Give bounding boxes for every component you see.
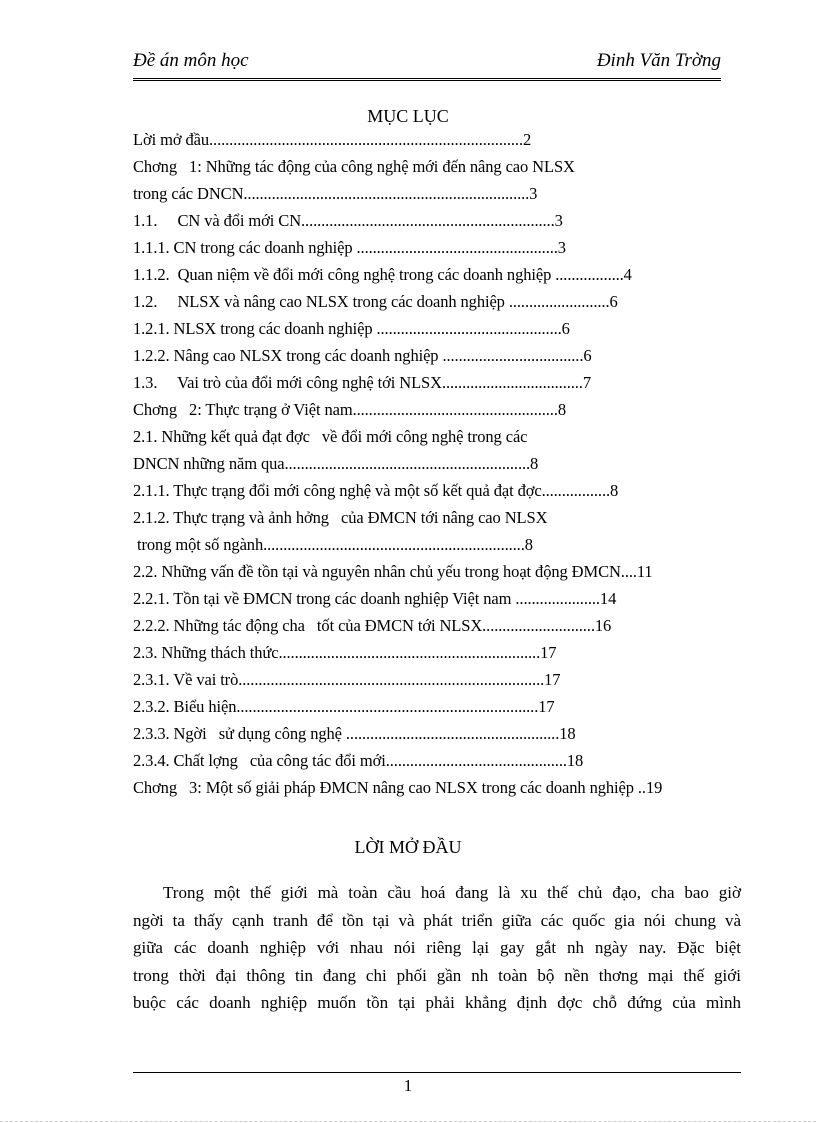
toc-line: 2.2. Những vấn đề tồn tại và nguyên nhân chủ yếu trong hoạt động ĐMCN....11 [133,562,653,581]
toc-line: Lời mở đầu..............................................................................2 [133,130,532,149]
toc-line: 1.3. Vai trò của đổi mới công nghệ tới NLSX...................................7 [133,373,591,392]
page-edge [0,1121,816,1122]
toc-line: 2.2.2. Những tác động cha tốt của ĐMCN tới NLSX............................16 [133,616,612,635]
header-divider [133,78,721,81]
toc-line: 2.2.1. Tồn tại về ĐMCN trong các doanh nghiệp Việt nam .....................14 [133,589,617,608]
toc-line: 1.1.1. CN trong các doanh nghiệp ..................................................3 [133,238,566,257]
toc-line: Chơng 3: Một số giải pháp ĐMCN nâng cao NLSX trong các doanh nghiệp ..19 [133,778,663,797]
toc-line: 1.2. NLSX và nâng cao NLSX trong các doanh nghiệp .........................6 [133,292,618,311]
toc-line: 2.1.1. Thực trạng đổi mới công nghệ và một số kết quả đạt đợc.................8 [133,481,619,500]
toc-line: 2.3. Những thách thức.................................................................17 [133,643,557,662]
footer-divider [133,1072,741,1073]
toc-line: 1.1.2. Quan niệm về đổi mới công nghệ trong các doanh nghiệp .................4 [133,265,632,284]
intro-paragraph [133,882,741,1020]
toc-title: MỤC LỤC [367,106,449,126]
intro-heading: LỜI MỞ ĐẦU [354,837,462,857]
paragraph-line: trong thời đại thông tin đang chi phối gần nh toàn bộ nền thơng mại thế giới [133,965,741,985]
toc-line: 2.3.2. Biểu hiện...........................................................................17 [133,697,555,716]
paragraph-line: buộc các doanh nghiệp muốn tồn tại phải khẳng định đợc chỗ đứng của mình [133,993,741,1012]
paragraph-line: giữa các doanh nghiệp với nhau nói riêng lại gay gắt nh ngày nay. Đặc biệt [133,938,741,957]
toc-line: 2.3.1. Về vai trò............................................................................17 [133,670,561,689]
author-name: Đinh Văn Trờng [596,50,721,71]
toc-line: 2.1. Những kết quả đạt đợc về đổi mới công nghệ trong các [133,427,528,446]
toc-line: Chơng 2: Thực trạng ở Việt nam...................................................8 [133,400,566,419]
toc-line: trong một số ngành.................................................................8 [133,535,533,554]
toc-line: DNCN những năm qua.............................................................8 [133,454,539,473]
document-type-label: Đề án môn học [133,50,249,71]
table-of-contents [133,129,753,804]
toc-line: 2.3.3. Ngời sử dụng công nghệ .....................................................18 [133,724,576,743]
toc-line: 2.3.4. Chất lợng của công tác đổi mới.............................................18 [133,751,584,770]
toc-line: 1.2.1. NLSX trong các doanh nghiệp ..............................................6 [133,319,570,338]
page-header [133,50,721,76]
paragraph-line: Trong một thế giới mà toàn cầu hoá đang là xu thế chủ đạo, cha bao giờ [163,883,741,902]
paragraph-line: ngời ta thấy cạnh tranh để tồn tại và phát triển giữa các quốc gia nói chung và [133,910,741,930]
toc-line: 1.2.2. Nâng cao NLSX trong các doanh nghiệp ...................................6 [133,346,592,365]
toc-line: Chơng 1: Những tác động của công nghệ mới đến nâng cao NLSX [133,157,575,176]
page-number: 1 [403,1076,413,1095]
toc-line: 2.1.2. Thực trạng và ảnh hởng của ĐMCN tới nâng cao NLSX [133,508,548,527]
toc-line: trong các DNCN.......................................................................3 [133,184,538,203]
toc-line: 1.1. CN và đổi mới CN...............................................................3 [133,211,563,230]
